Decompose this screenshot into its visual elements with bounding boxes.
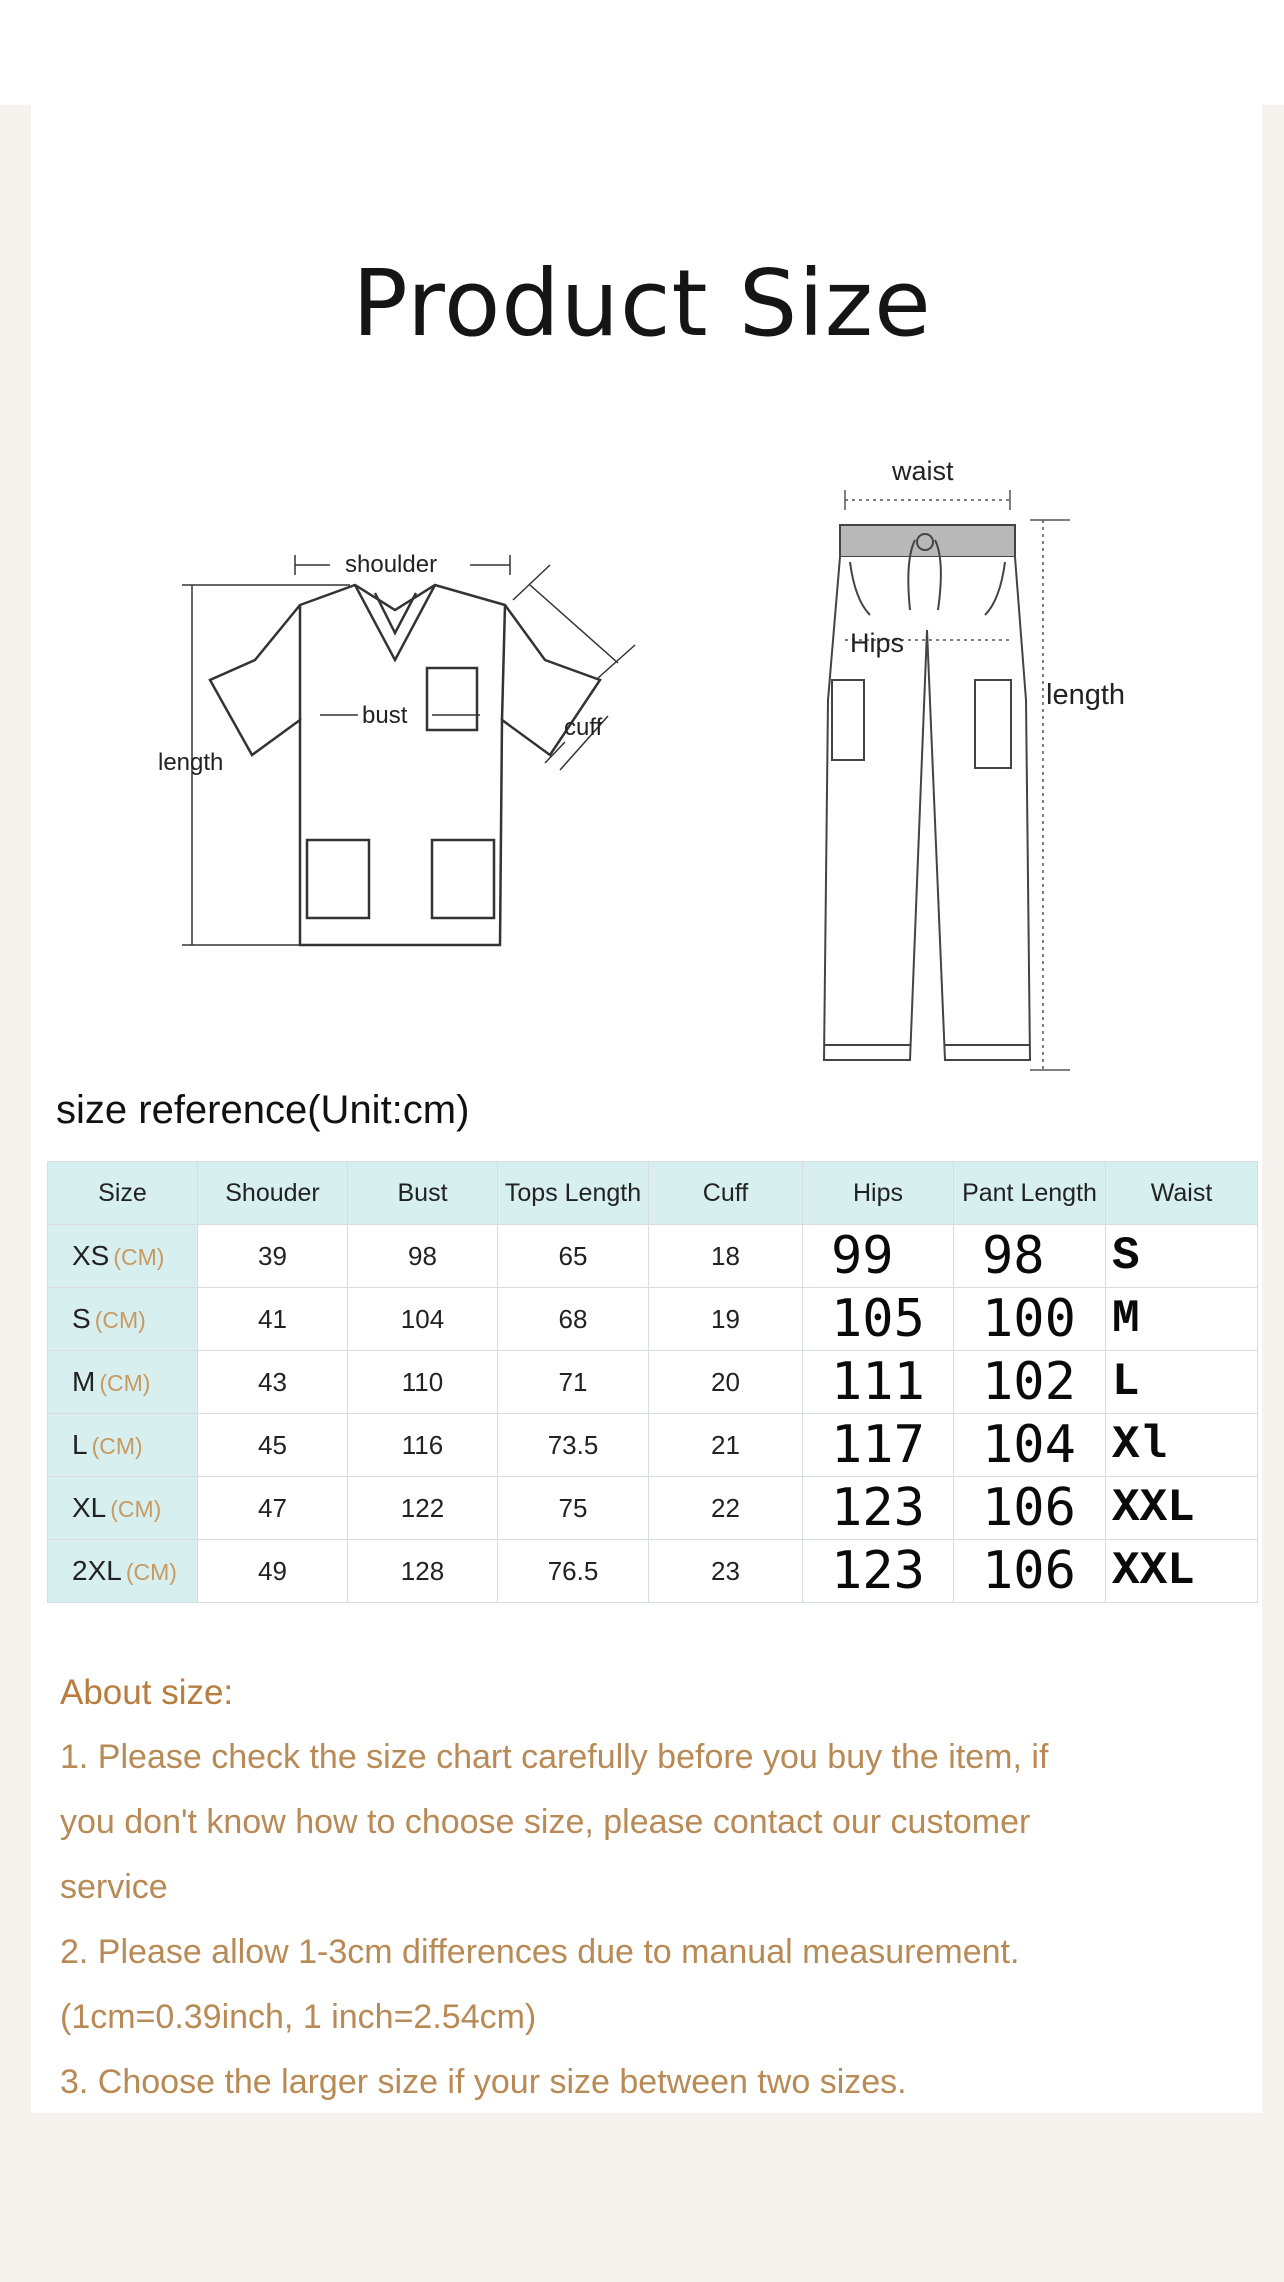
size-cell — [48, 1351, 198, 1414]
size-label: XL — [72, 1492, 107, 1523]
about-line: 3. Choose the larger size if your size between two sizes. — [60, 2063, 907, 2101]
top-shoulder-label: shoulder — [345, 551, 438, 578]
hips-cell: 99 — [803, 1225, 954, 1288]
page-title: Product Size — [352, 250, 932, 357]
shoulder-cell: 39 — [198, 1225, 348, 1288]
waist-cell: M — [1106, 1288, 1258, 1351]
bust-cell: 128 — [348, 1540, 498, 1603]
top-length-label: length — [158, 749, 224, 776]
waist-cell: XXL — [1106, 1477, 1258, 1540]
pants-waist-label: waist — [892, 456, 954, 486]
header-pant-length: Pant Length — [954, 1162, 1106, 1225]
table-row — [48, 1225, 1258, 1288]
tops-length-cell: 73.5 — [498, 1414, 649, 1477]
top-cuff-label: cuff — [564, 714, 603, 741]
size-cell — [48, 1540, 198, 1603]
table-header-row — [48, 1162, 1258, 1225]
shoulder-cell: 43 — [198, 1351, 348, 1414]
table-row — [48, 1477, 1258, 1540]
waist-cell: Xl — [1106, 1414, 1258, 1477]
top-bust-label: bust — [362, 702, 408, 729]
tops-length-cell: 71 — [498, 1351, 649, 1414]
waist-cell: L — [1106, 1351, 1258, 1414]
pant-length-cell: 100 — [954, 1288, 1106, 1351]
header-waist: Waist — [1106, 1162, 1258, 1225]
header-hips: Hips — [803, 1162, 954, 1225]
unit-label: (CM) — [91, 1433, 143, 1459]
unit-label: (CM) — [110, 1496, 162, 1522]
bust-cell: 116 — [348, 1414, 498, 1477]
about-line: (1cm=0.39inch, 1 inch=2.54cm) — [60, 1998, 537, 2036]
bust-cell: 110 — [348, 1351, 498, 1414]
table-row — [48, 1414, 1258, 1477]
about-line: service — [60, 1868, 168, 1906]
header-size: Size — [48, 1162, 198, 1225]
tops-length-cell: 75 — [498, 1477, 649, 1540]
cuff-cell: 19 — [649, 1288, 803, 1351]
tops-length-cell: 68 — [498, 1288, 649, 1351]
bust-cell: 104 — [348, 1288, 498, 1351]
waist-cell: XXL — [1106, 1540, 1258, 1603]
pant-length-cell: 98 — [954, 1225, 1106, 1288]
pant-length-cell: 106 — [954, 1540, 1106, 1603]
shoulder-cell: 47 — [198, 1477, 348, 1540]
bust-cell: 98 — [348, 1225, 498, 1288]
cuff-cell: 23 — [649, 1540, 803, 1603]
size-cell — [48, 1414, 198, 1477]
tops-length-cell: 76.5 — [498, 1540, 649, 1603]
cuff-cell: 18 — [649, 1225, 803, 1288]
size-label: L — [72, 1429, 88, 1460]
pant-length-cell: 106 — [954, 1477, 1106, 1540]
hips-cell: 117 — [803, 1414, 954, 1477]
unit-label: (CM) — [99, 1370, 151, 1396]
pants-length-label: length — [1046, 679, 1126, 711]
size-reference-title: size reference(Unit:cm) — [56, 1088, 470, 1132]
hips-cell: 123 — [803, 1540, 954, 1603]
size-label: XS — [72, 1240, 110, 1271]
header-shoulder: Shouder — [198, 1162, 348, 1225]
shoulder-cell: 49 — [198, 1540, 348, 1603]
top-band — [0, 0, 1284, 105]
pant-length-cell: 102 — [954, 1351, 1106, 1414]
about-line: you don't know how to choose size, please contact our customer — [60, 1803, 1031, 1841]
cuff-cell: 22 — [649, 1477, 803, 1540]
table-row — [48, 1540, 1258, 1603]
unit-label: (CM) — [125, 1559, 177, 1585]
pant-length-cell: 104 — [954, 1414, 1106, 1477]
hips-cell: 111 — [803, 1351, 954, 1414]
size-cell — [48, 1477, 198, 1540]
hips-cell: 123 — [803, 1477, 954, 1540]
about-size-section — [60, 1660, 1220, 2115]
size-label: S — [72, 1303, 91, 1334]
about-line: 1. Please check the size chart carefully before you buy the item, if — [60, 1738, 1049, 1776]
hips-cell: 105 — [803, 1288, 954, 1351]
cuff-cell: 20 — [649, 1351, 803, 1414]
header-tops-length: Tops Length — [498, 1162, 649, 1225]
header-cuff: Cuff — [649, 1162, 803, 1225]
waist-cell: S — [1106, 1225, 1258, 1288]
cuff-cell: 21 — [649, 1414, 803, 1477]
header-bust: Bust — [348, 1162, 498, 1225]
unit-label: (CM) — [113, 1244, 165, 1270]
unit-label: (CM) — [94, 1307, 146, 1333]
top-diagram — [140, 530, 660, 960]
table-row — [48, 1351, 1258, 1414]
shoulder-cell: 45 — [198, 1414, 348, 1477]
tops-length-cell: 65 — [498, 1225, 649, 1288]
size-label: M — [72, 1366, 96, 1397]
about-line: 2. Please allow 1-3cm differences due to manual measurement. — [60, 1933, 1020, 1971]
size-cell — [48, 1225, 198, 1288]
pants-hips-label: Hips — [850, 628, 905, 658]
bust-cell: 122 — [348, 1477, 498, 1540]
shoulder-cell: 41 — [198, 1288, 348, 1351]
about-size-heading: About size: — [60, 1673, 234, 1712]
table-row — [48, 1288, 1258, 1351]
size-cell — [48, 1288, 198, 1351]
pants-diagram — [810, 450, 1126, 1080]
size-table — [47, 1161, 1258, 1603]
size-label: 2XL — [72, 1555, 122, 1586]
